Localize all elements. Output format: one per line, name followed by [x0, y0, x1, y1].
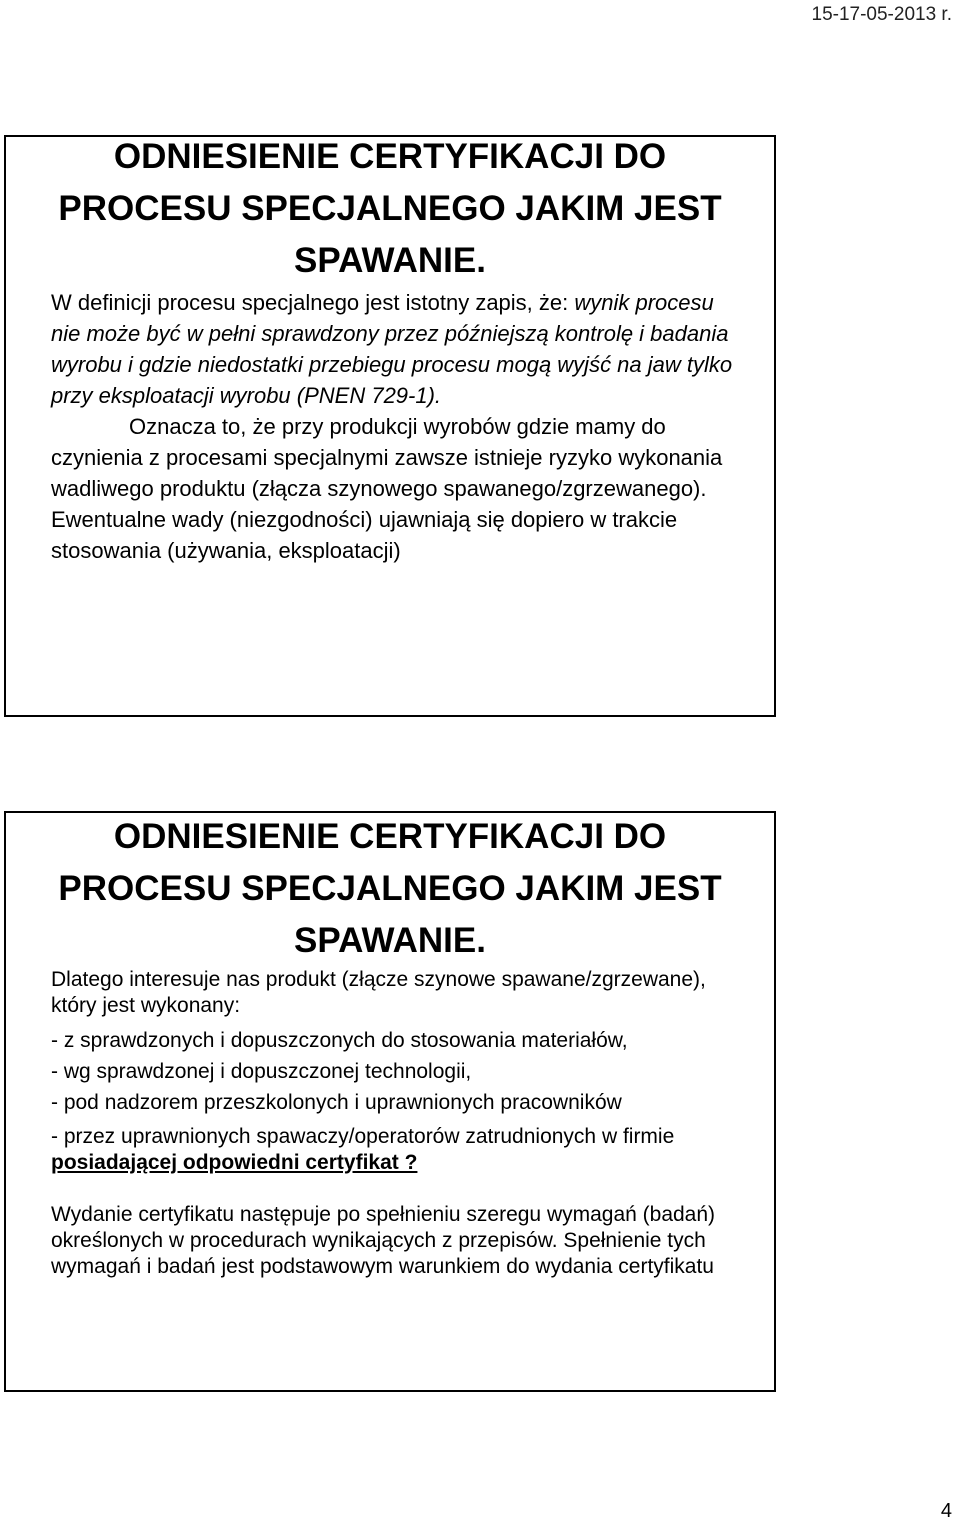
requirement-item-certificate: [51, 1124, 734, 1176]
slide-2-title-line: PROCESU SPECJALNEGO JAKIM JEST: [58, 869, 722, 908]
requirement-item: - z sprawdzonych i dopuszczonych do stosowania materiałów,: [51, 1029, 628, 1052]
product-intro: Dlatego interesuje nas produkt (złącze szynowe spawane/zgrzewane), który jest wykonany:: [51, 968, 706, 1017]
slide-1-title-line: PROCESU SPECJALNEGO JAKIM JEST: [58, 189, 722, 228]
requirement-item: - pod nadzorem przeszkolonych i uprawnionych pracowników: [51, 1091, 622, 1114]
closing-paragraph: Wydanie certyfikatu następuje po spełnieniu szeregu wymagań (badań) określonych w procedurach wynikających z przepisów. Spełnienie tych wymagań i badań jest podstawowym warunkiem do wydania certyfikatu: [51, 1203, 716, 1278]
page-number: 4: [940, 1500, 952, 1522]
slide-1-title-line: SPAWANIE.: [294, 241, 486, 280]
slide-1-title-line: ODNIESIENIE CERTYFIKACJI DO: [113, 137, 667, 176]
risk-paragraph: Oznacza to, że przy produkcji wyrobów gdzie mamy do czynienia z procesami specjalnymi zawsze istnieje ryzyko wykonania wadliwego produktu (złącza szynowego spawanego/zgrzewanego). Ewentualne wady (niezgodności) ujawniają się dopiero w trakcie stosowania (używania, eksploatacji): [51, 414, 723, 563]
slide-1-title: [6, 131, 774, 287]
slide-2-title-line: ODNIESIENIE CERTYFIKACJI DO: [113, 817, 667, 856]
slide-2: [4, 811, 776, 1392]
slide-2-title-line: SPAWANIE.: [294, 921, 486, 960]
slide-2-title: [6, 811, 774, 967]
certificate-emphasis: posiadającej odpowiedni certyfikat ?: [51, 1151, 418, 1174]
requirement-item: - wg sprawdzonej i dopuszczonej technologii,: [51, 1060, 472, 1083]
requirement-item-text: - przez uprawnionych spawaczy/operatorów zatrudnionych w firmie: [51, 1125, 675, 1148]
definition-intro: W definicji procesu specjalnego jest istotny zapis, że:: [51, 290, 569, 315]
slide-1: [4, 135, 776, 717]
slide-2-body: [6, 967, 774, 1280]
header-date: 15-17-05-2013 r.: [811, 4, 952, 25]
definition-quote: wynik procesu nie może być w pełni sprawdzony przez późniejszą kontrolę i badania wyrobu i gdzie niedostatki przebiegu procesu mogą wyjść na jaw tylko przy eksploatacji wyrobu (PNEN 729-1).: [51, 290, 733, 408]
definition-paragraph: [51, 287, 734, 411]
slide-1-body: [6, 287, 774, 566]
